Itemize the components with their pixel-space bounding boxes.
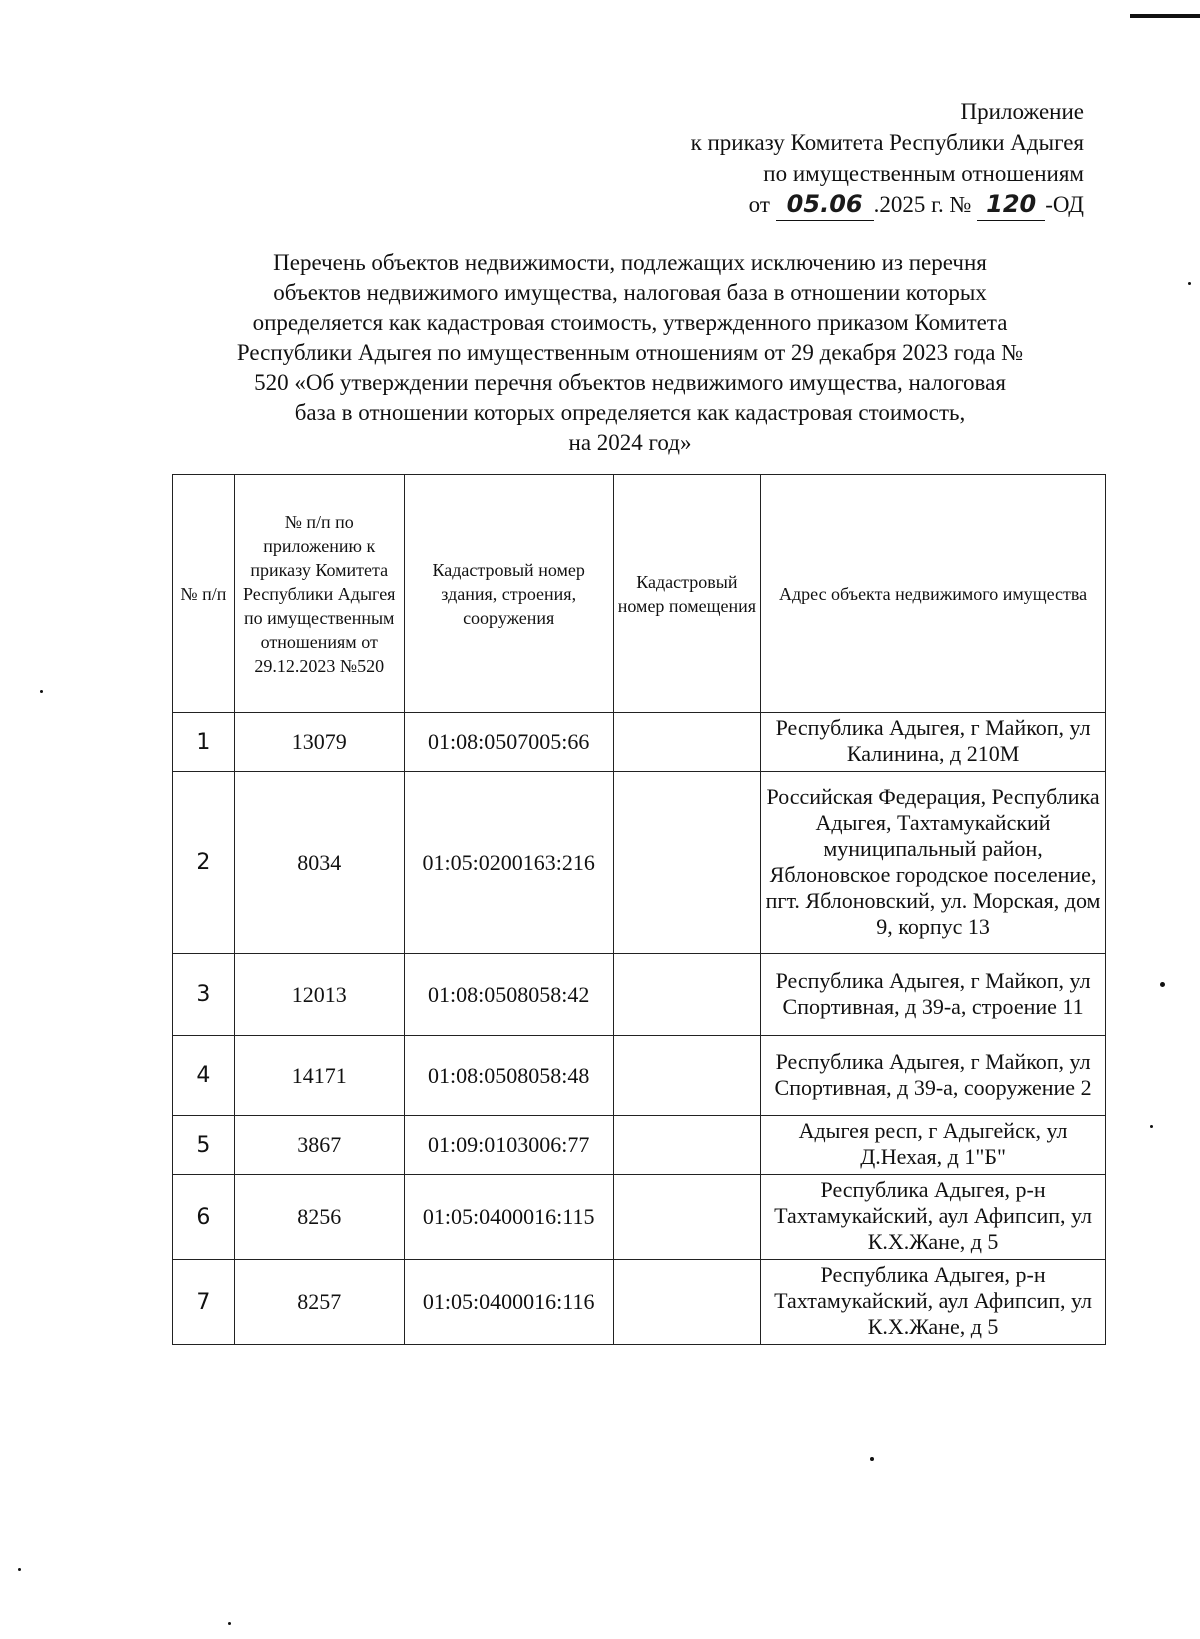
cell-cadastral-room xyxy=(613,954,760,1036)
table-row xyxy=(173,772,1106,954)
cell-cadastral-building: 01:05:0200163:216 xyxy=(404,772,613,954)
cell-address: Республика Адыгея, г Майкоп, ул Калинина, д 210М xyxy=(761,713,1106,772)
cell-cadastral-building: 01:08:0508058:42 xyxy=(404,954,613,1036)
cell-cadastral-room xyxy=(613,772,760,954)
appendix-date-line xyxy=(524,189,1084,221)
table-row xyxy=(173,1260,1106,1345)
appendix-order-ref: к приказу Комитета Республики Адыгея xyxy=(690,130,1084,155)
cell-appendix-number: 8257 xyxy=(234,1260,404,1345)
title-line: 520 «Об утверждении перечня объектов недвижимого имущества, налоговая xyxy=(254,370,1006,395)
title-line: Перечень объектов недвижимости, подлежащих исключению из перечня xyxy=(273,250,987,275)
scan-edge-mark xyxy=(1130,14,1200,18)
header-cadastral-room: Кадастровый номер помещения xyxy=(613,475,760,713)
cell-row-number: 1 xyxy=(173,713,235,772)
cell-address: Республика Адыгея, г Майкоп, ул Спортивная, д 39-а, сооружение 2 xyxy=(761,1036,1106,1116)
cell-cadastral-building: 01:09:0103006:77 xyxy=(404,1116,613,1175)
appendix-committee: по имущественным отношениям xyxy=(763,161,1084,186)
cell-cadastral-room xyxy=(613,1036,760,1116)
cell-row-number: 3 xyxy=(173,954,235,1036)
scan-speck xyxy=(228,1622,231,1625)
cell-row-number: 4 xyxy=(173,1036,235,1116)
table-header-row xyxy=(173,475,1106,713)
cell-address: Республика Адыгея, р-н Тахтамукайский, аул Афипсип, ул К.Х.Жане, д 5 xyxy=(761,1175,1106,1260)
appendix-title: Приложение xyxy=(960,99,1084,124)
scan-speck xyxy=(1188,282,1191,285)
table-row xyxy=(173,1175,1106,1260)
cell-cadastral-building: 01:05:0400016:115 xyxy=(404,1175,613,1260)
table-row xyxy=(173,1116,1106,1175)
scan-speck xyxy=(870,1457,874,1461)
cell-address: Республика Адыгея, р-н Тахтамукайский, аул Афипсип, ул К.Х.Жане, д 5 xyxy=(761,1260,1106,1345)
cell-appendix-number: 8256 xyxy=(234,1175,404,1260)
header-appendix-number: № п/п по приложению к приказу Комитета Республики Адыгея по имущественным отношениям от 29.12.2023 №520 xyxy=(234,475,404,713)
cell-appendix-number: 13079 xyxy=(234,713,404,772)
cell-appendix-number: 14171 xyxy=(234,1036,404,1116)
title-line: база в отношении которых определяется как кадастровая стоимость, xyxy=(294,400,966,425)
cell-cadastral-room xyxy=(613,1260,760,1345)
table-row xyxy=(173,713,1106,772)
cell-address: Республика Адыгея, г Майкоп, ул Спортивная, д 39-а, строение 11 xyxy=(761,954,1106,1036)
date-prefix: от xyxy=(748,192,770,217)
handwritten-date: 05.06 xyxy=(776,189,874,221)
date-suffix: .2025 г. № xyxy=(873,192,972,217)
scan-speck xyxy=(1160,982,1165,987)
handwritten-order-number: 120 xyxy=(977,189,1045,221)
title-line: на 2024 год» xyxy=(568,430,692,455)
scan-speck xyxy=(18,1568,21,1571)
cell-address: Российская Федерация, Республика Адыгея, Тахтамукайский муниципальный район, Яблоновское городское поселение, пгт. Яблоновский, ул. Морская, дом 9, корпус 13 xyxy=(761,772,1106,954)
cell-cadastral-building: 01:08:0507005:66 xyxy=(404,713,613,772)
property-table xyxy=(172,474,1106,1345)
order-number-suffix: -ОД xyxy=(1045,192,1084,217)
cell-row-number: 5 xyxy=(173,1116,235,1175)
cell-cadastral-room xyxy=(613,1175,760,1260)
title-line: объектов недвижимого имущества, налоговая база в отношении которых xyxy=(273,280,987,305)
cell-row-number: 7 xyxy=(173,1260,235,1345)
cell-appendix-number: 3867 xyxy=(234,1116,404,1175)
cell-cadastral-room xyxy=(613,1116,760,1175)
cell-address: Адыгея респ, г Адыгейск, ул Д.Нехая, д 1"Б" xyxy=(761,1116,1106,1175)
cell-cadastral-building: 01:05:0400016:116 xyxy=(404,1260,613,1345)
table-row xyxy=(173,954,1106,1036)
cell-appendix-number: 8034 xyxy=(234,772,404,954)
header-cadastral-building: Кадастровый номер здания, строения, сооружения xyxy=(404,475,613,713)
cell-cadastral-room xyxy=(613,713,760,772)
header-row-number: № п/п xyxy=(173,475,235,713)
scan-speck xyxy=(1150,1125,1153,1128)
scan-speck xyxy=(40,690,43,693)
table-row xyxy=(173,1036,1106,1116)
title-line: Республики Адыгея по имущественным отношениям от 29 декабря 2023 года № xyxy=(236,340,1024,365)
cell-row-number: 2 xyxy=(173,772,235,954)
cell-cadastral-building: 01:08:0508058:48 xyxy=(404,1036,613,1116)
title-line: определяется как кадастровая стоимость, утвержденного приказом Комитета xyxy=(252,310,1008,335)
cell-row-number: 6 xyxy=(173,1175,235,1260)
document-title xyxy=(170,248,1090,458)
cell-appendix-number: 12013 xyxy=(234,954,404,1036)
appendix-header xyxy=(524,96,1084,221)
header-address: Адрес объекта недвижимого имущества xyxy=(761,475,1106,713)
